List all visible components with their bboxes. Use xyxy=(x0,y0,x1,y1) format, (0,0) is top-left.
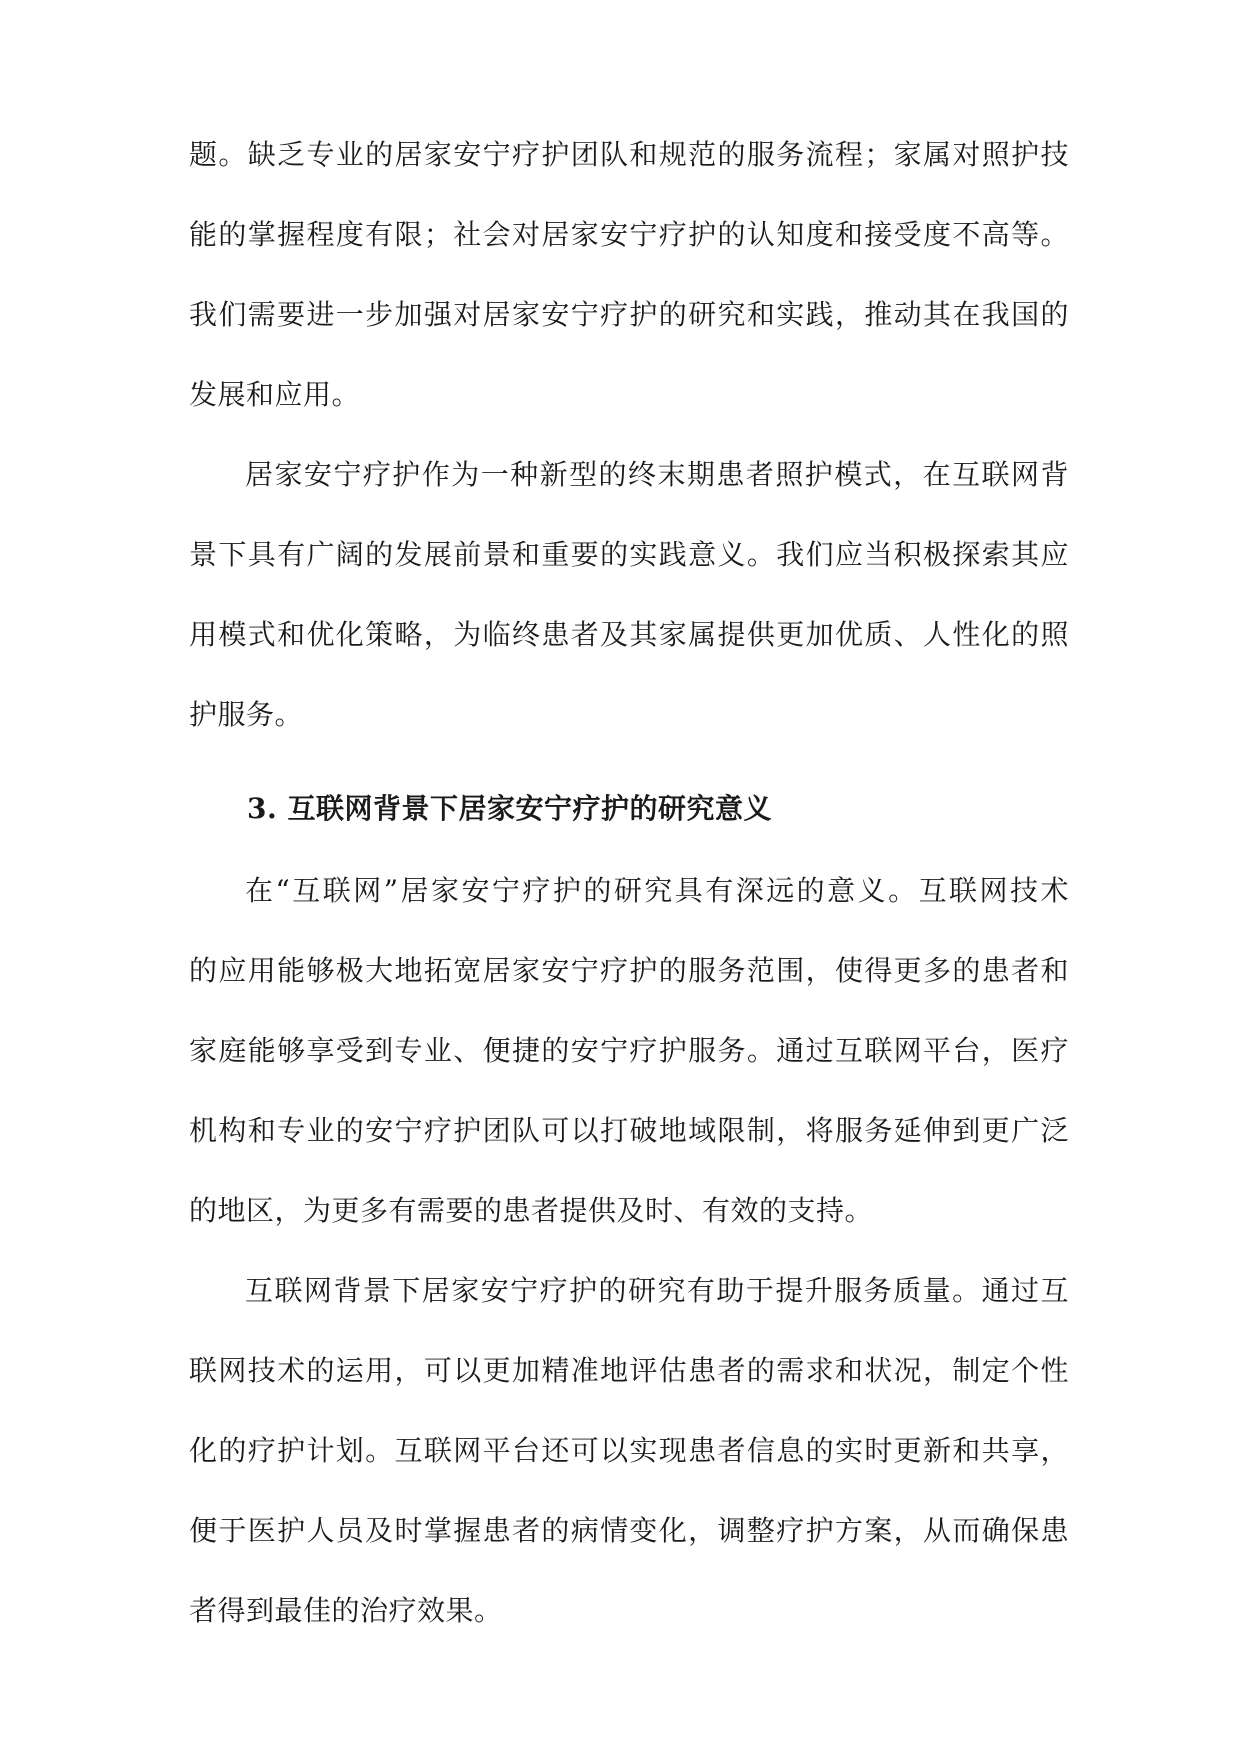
paragraph-1-line-3: 我们需要进一步加强对居家安宁疗护的研究和实践，推动其在我国的 xyxy=(189,298,1069,331)
paragraph-4-line-5: 者得到最佳的治疗效果。 xyxy=(189,1594,503,1627)
section-heading: 3. 互联网背景下居家安宁疗护的研究意义 xyxy=(247,792,772,825)
paragraph-1-line-4: 发展和应用。 xyxy=(189,378,361,411)
paragraph-3-line-3: 家庭能够享受到专业、便捷的安宁疗护服务。通过互联网平台，医疗 xyxy=(189,1034,1069,1067)
paragraph-1-line-2: 能的掌握程度有限；社会对居家安宁疗护的认知度和接受度不高等。 xyxy=(189,218,1069,251)
paragraph-2-line-1: 居家安宁疗护作为一种新型的终末期患者照护模式，在互联网背 xyxy=(245,458,1069,491)
paragraph-3-line-5: 的地区，为更多有需要的患者提供及时、有效的支持。 xyxy=(189,1194,874,1227)
paragraph-2-line-2: 景下具有广阔的发展前景和重要的实践意义。我们应当积极探索其应 xyxy=(189,538,1069,571)
paragraph-3-line-2: 的应用能够极大地拓宽居家安宁疗护的服务范围，使得更多的患者和 xyxy=(189,954,1069,987)
paragraph-2-line-4: 护服务。 xyxy=(189,698,304,731)
paragraph-2-line-3: 用模式和优化策略，为临终患者及其家属提供更加优质、人性化的照 xyxy=(189,618,1069,651)
paragraph-3-line-4: 机构和专业的安宁疗护团队可以打破地域限制，将服务延伸到更广泛 xyxy=(189,1114,1069,1147)
paragraph-4-line-4: 便于医护人员及时掌握患者的病情变化，调整疗护方案，从而确保患 xyxy=(189,1514,1069,1547)
paragraph-4-line-2: 联网技术的运用，可以更加精准地评估患者的需求和状况，制定个性 xyxy=(189,1354,1069,1387)
paragraph-4-line-1: 互联网背景下居家安宁疗护的研究有助于提升服务质量。通过互 xyxy=(245,1274,1069,1307)
paragraph-3-line-1: 在“互联网”居家安宁疗护的研究具有深远的意义。互联网技术 xyxy=(245,874,1069,907)
paragraph-4-line-3: 化的疗护计划。互联网平台还可以实现患者信息的实时更新和共享， xyxy=(189,1434,1069,1467)
paragraph-1-line-1: 题。缺乏专业的居家安宁疗护团队和规范的服务流程；家属对照护技 xyxy=(189,138,1069,171)
